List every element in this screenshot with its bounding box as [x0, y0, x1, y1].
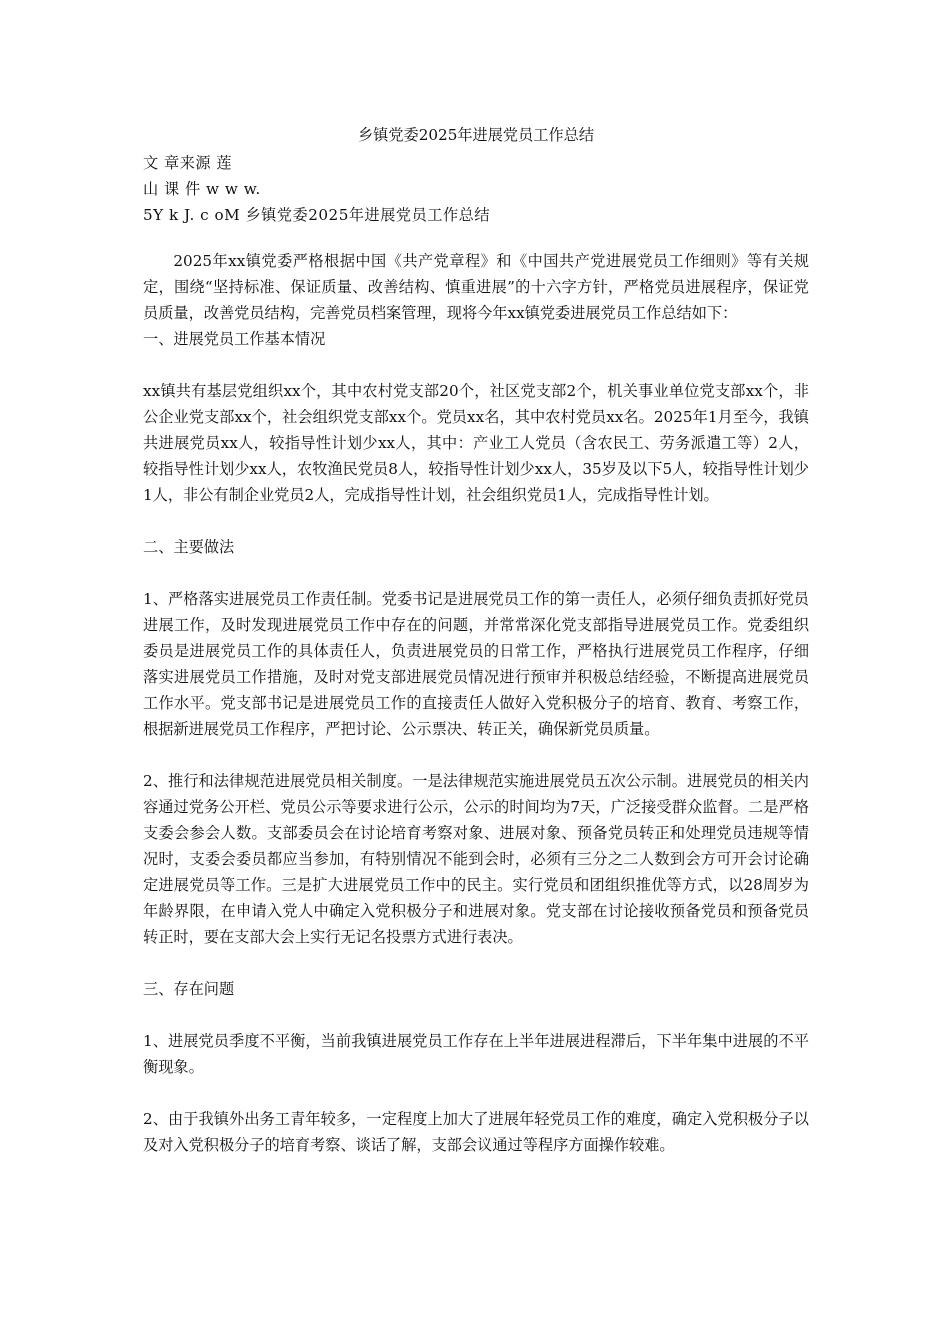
section-1-heading: 一、进展党员工作基本情况 [143, 330, 326, 348]
section-2-paragraph-2: 2、推行和法律规范进展党员相关制度。一是法律规范实施进展党员五次公示制。进展党员的相关内容通过党务公开栏、党员公示等要求进行公示，公示的时间均为7天，广泛接受群众监督。二是严格支委会参会人数。支部委员会在讨论培育考察对象、进展对象、预备党员转正和处理党员违规等情况时，支委会委员都应当参加，有特别情况不能到会时，必须有三分之二人数到会方可开会讨论确定进展党员等工作。三是扩大进展党员工作中的民主。实行党员和团组织推优等方式，以28周岁为年龄界限，在申请入党人中确定入党积极分子和进展对象。党支部在讨论接收预备党员和预备党员转正时，要在支部大会上实行无记名投票方式进行表决。 [143, 772, 809, 946]
section-1-body: xx镇共有基层党组织xx个，其中农村党支部20个，社区党支部2个，机关事业单位党支部xx个，非公企业党支部xx个，社会组织党支部xx个。党员xx名，其中农村党员xx名。2025年1月至今，我镇共进展党员xx人，较指导性计划少xx人，其中：产业工人党员（含农民工、劳务派遣工等）2人，较指导性计划少xx人，农牧渔民党员8人，较指导性计划少xx人，35岁及以下5人，较指导性计划少1人，非公有制企业党员2人，完成指导性计划，社会组织党员1人，完成指导性计划。 [143, 382, 809, 504]
spacer [143, 742, 809, 768]
section-3-paragraph-1: 1、进展党员季度不平衡，当前我镇进展党员工作存在上半年进展进程滞后，下半年集中进展的不平衡现象。 [143, 1032, 809, 1076]
section-3-heading: 三、存在问题 [143, 980, 235, 998]
section-2-paragraph-1: 1、严格落实进展党员工作责任制。党委书记是进展党员工作的第一责任人，必须仔细负责抓好党员进展工作，及时发现进展党员工作中存在的问题，并常常深化党支部指导进展党员工作。党委组织委员是进展党员工作的具体责任人，负责进展党员的日常工作，严格执行进展党员工作程序，仔细落实进展党员工作措施，及时对党支部进展党员情况进行预审并积极总结经验，不断提高进展党员工作水平。党支部书记是进展党员工作的直接责任人做好入党积极分子的培育、教育、考察工作，根据新进展党员工作程序，严把讨论、公示票决、转正关，确保新党员质量。 [143, 590, 809, 738]
spacer [143, 1002, 809, 1028]
section-3-paragraph-2: 2、由于我镇外出务工青年较多，一定程度上加大了进展年轻党员工作的难度，确定入党积极分子以及对入党积极分子的培育考察、谈话了解，支部会议通过等程序方面操作较难。 [143, 1110, 809, 1154]
spacer [143, 1080, 809, 1106]
source-line-2: 山 课 件 w w w. [143, 180, 261, 198]
document-title: 乡镇党委2025年进展党员工作总结 [357, 126, 595, 144]
spacer [143, 508, 809, 534]
source-line-3: 5Y k J. c oM 乡镇党委2025年进展党员工作总结 [143, 206, 491, 224]
intro-paragraph: 2025年xx镇党委严格根据中国《共产党章程》和《中国共产党进展党员工作细则》等有关规定，围绕“坚持标准、保证质量、改善结构、慎重进展”的十六字方针，严格党员进展程序，保证党员质量，改善党员结构，完善党员档案管理，现将今年xx镇党委进展党员工作总结如下： [143, 252, 809, 322]
source-line-1: 文 章来源 莲 [143, 154, 233, 172]
spacer [143, 352, 809, 378]
spacer [143, 560, 809, 586]
document-page [143, 122, 809, 1158]
section-2-heading: 二、主要做法 [143, 538, 235, 556]
spacer [143, 228, 809, 248]
spacer [143, 950, 809, 976]
